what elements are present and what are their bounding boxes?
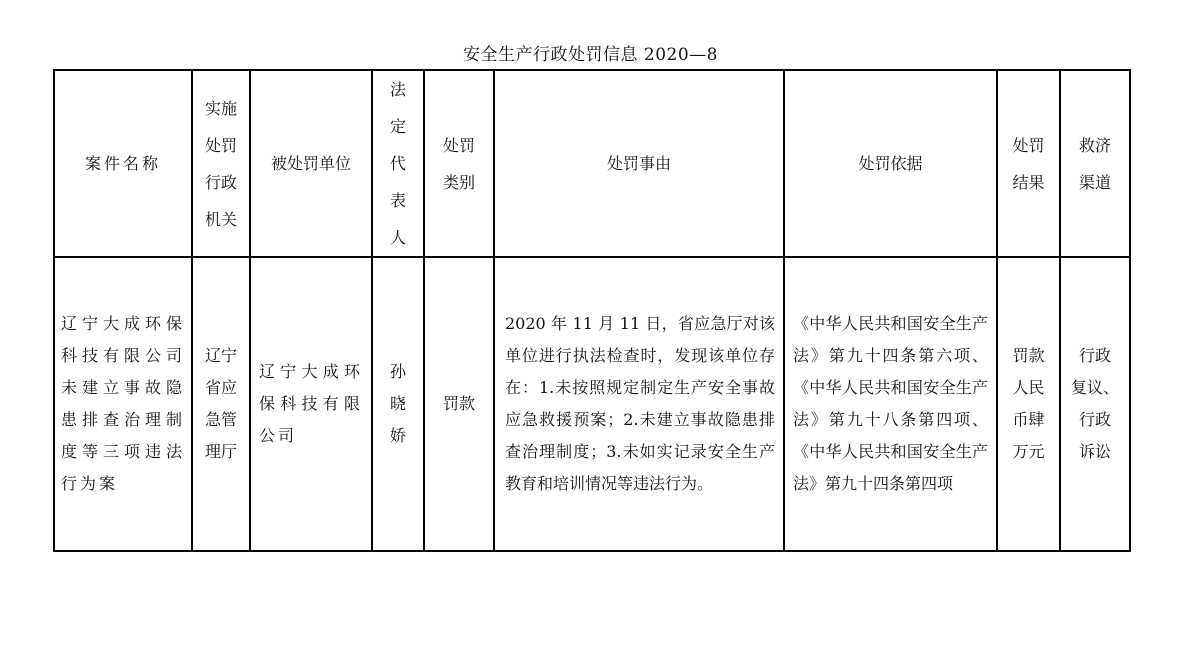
cell-agency: 辽宁 省应 急管 理厅 bbox=[192, 257, 250, 551]
header-case-name: 案件名称 bbox=[54, 70, 192, 257]
cell-basis: 《中华人民共和国安全生产法》第九十四条第六项、《中华人民共和国安全生产法》第九十八条第四项、《中华人民共和国安全生产法》第九十四条第四项 bbox=[784, 257, 997, 551]
cell-result: 罚款 人民 币肆 万元 bbox=[997, 257, 1060, 551]
header-result: 处罚 结果 bbox=[997, 70, 1060, 257]
cell-party: 辽宁大成环保科技有限公司 bbox=[250, 257, 372, 551]
header-basis: 处罚依据 bbox=[784, 70, 997, 257]
cell-remedy: 行政 复议、 行政 诉讼 bbox=[1060, 257, 1130, 551]
cell-case-name: 辽宁大成环保科技有限公司未建立事故隐患排查治理制度等三项违法行为案 bbox=[54, 257, 192, 551]
header-remedy: 救济 渠道 bbox=[1060, 70, 1130, 257]
header-party: 被处罚单位 bbox=[250, 70, 372, 257]
cell-legal-rep: 孙 晓 娇 bbox=[372, 257, 424, 551]
header-agency: 实施 处罚 行政 机关 bbox=[192, 70, 250, 257]
header-reason: 处罚事由 bbox=[494, 70, 784, 257]
cell-reason: 2020 年 11 月 11 日，省应急厅对该单位进行执法检查时，发现该单位存在：1.未按照规定制定生产安全事故应急救援预案；2.未建立事故隐患排查治理制度；3.未如实记录安全生产教育和培训情况等违法行为。 bbox=[494, 257, 784, 551]
header-row bbox=[54, 70, 1130, 257]
cell-penalty-type: 罚款 bbox=[424, 257, 494, 551]
page-title: 安全生产行政处罚信息 2020—8 bbox=[463, 45, 718, 65]
header-penalty-type: 处罚 类别 bbox=[424, 70, 494, 257]
table-row bbox=[54, 257, 1130, 551]
penalty-table bbox=[53, 69, 1131, 552]
header-legal-rep: 法 定 代 表 人 bbox=[372, 70, 424, 257]
